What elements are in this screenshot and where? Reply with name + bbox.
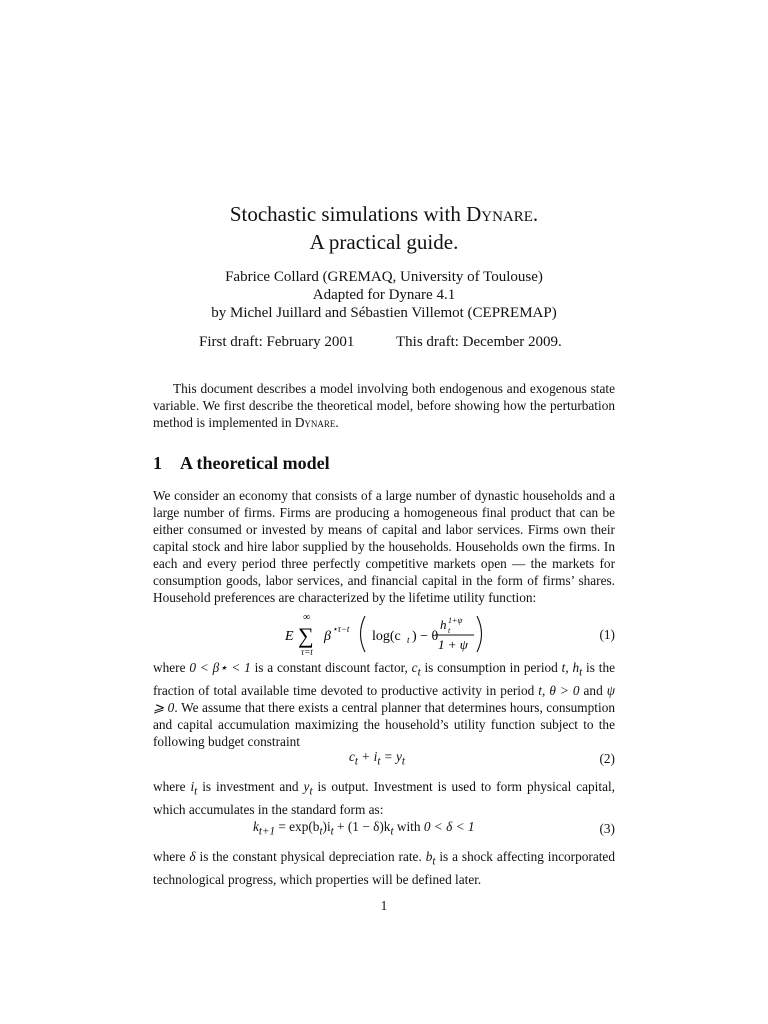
- section-heading: [153, 452, 330, 474]
- beta-symbol: β: [324, 629, 331, 644]
- budget-constraint-formula: $c_t + i_t = y_t$: [349, 749, 405, 768]
- left-paren: [361, 616, 366, 652]
- section-title: A theoretical model: [180, 453, 330, 473]
- dynare-brand: Dynare: [294, 415, 336, 430]
- this-draft-date: This draft: December 2009.: [396, 334, 562, 350]
- paragraph-depreciation: where δ is the constant physical depreciation rate. $b_t$ is a shock affecting incorporated technological progress, which properties will be defined later.: [153, 849, 615, 887]
- math-c: c: [411, 660, 418, 675]
- author-line-2: Adapted for Dynare 4.1: [312, 287, 456, 303]
- minus-theta: ) − θ: [412, 629, 439, 644]
- abstract: This document describes a model involving both endogenous and exogenous state variable. We first describe the theoretical model, before showing how the perturbation method is implemented in Dynare.: [153, 381, 615, 430]
- equation-2: [153, 748, 615, 768]
- dynare-brand: Dynare: [466, 202, 533, 226]
- equation-1: [153, 612, 615, 658]
- section-number: 1: [153, 453, 162, 473]
- expectation-operator: E: [285, 629, 294, 644]
- right-paren: [477, 616, 482, 652]
- title-line-1: Stochastic simulations with Dynare.: [229, 202, 539, 226]
- author-line-3: by Michel Juillard and Sébastien Villemot (CEPREMAP): [211, 305, 557, 321]
- author-block: [0, 268, 768, 322]
- math-beta-condition: 0 < β⋆ < 1: [189, 660, 251, 675]
- log-subscript: t: [407, 635, 410, 645]
- author-line-1: Fabrice Collard (GREMAQ, University of Toulouse): [225, 269, 543, 285]
- equation-number: (2): [599, 751, 615, 766]
- paragraph-discount: where 0 < β⋆ < 1 is a constant discount factor, $c_t$ is consumption in period t, $h_t$ is the fraction of total available time devoted to productive activity in period t, θ > 0 and ψ ⩾ 0. We assume that there exists a central planner that determines hours, consumption and capital accumulation maximizing the household’s utility function subject to the following budget constraint: [153, 660, 615, 749]
- title-line-2: A practical guide.: [309, 230, 459, 254]
- fraction-numerator: h: [440, 617, 447, 632]
- paragraph-economy: We consider an economy that consists of a large number of dynastic households and a large number of firms. Firms are producing a homogeneous final product that can be either consumed or invested by means of capital and labor services. Firms own their capital stock and hire labor supplied by the households. Households own the firms. In each and every period three perfectly competitive markets open — the markets for consumption goods, labor services, and financial capital in the form of firms’ shares. Household preferences are characterized by the lifetime utility function:: [153, 488, 615, 605]
- equation-number: (1): [599, 627, 615, 642]
- equation-3: [153, 818, 615, 838]
- log-term: log(c: [372, 629, 401, 644]
- first-draft-date: First draft: February 2001: [199, 334, 355, 350]
- page-number: 1: [380, 898, 388, 913]
- paragraph-investment: where $i_t$ is investment and $y_t$ is output. Investment is used to form physical capital, which accumulates in the standard form as:: [153, 779, 615, 817]
- document-title: [0, 200, 768, 256]
- math-h: h: [572, 660, 580, 675]
- sum-upper-limit: ∞: [303, 612, 311, 623]
- numerator-subscript: t: [448, 626, 451, 635]
- beta-exponent: ⋆τ−t: [332, 624, 350, 634]
- math-psi-condition: ψ ⩾ 0: [153, 682, 615, 715]
- capital-accumulation-formula: $k_{t+1} = \exp(b_t)i_t + (1 - \delta)k_t$ with 0 < δ < 1: [253, 819, 475, 838]
- numerator-exponent: 1+ψ: [448, 616, 463, 625]
- math-theta-condition: θ > 0: [549, 682, 580, 698]
- equation-number: (3): [599, 821, 615, 836]
- fraction-denominator: 1 + ψ: [438, 637, 468, 652]
- utility-function-formula: [153, 612, 615, 658]
- sum-lower-limit: τ=t: [301, 647, 313, 657]
- summation-symbol: ∑: [298, 623, 314, 648]
